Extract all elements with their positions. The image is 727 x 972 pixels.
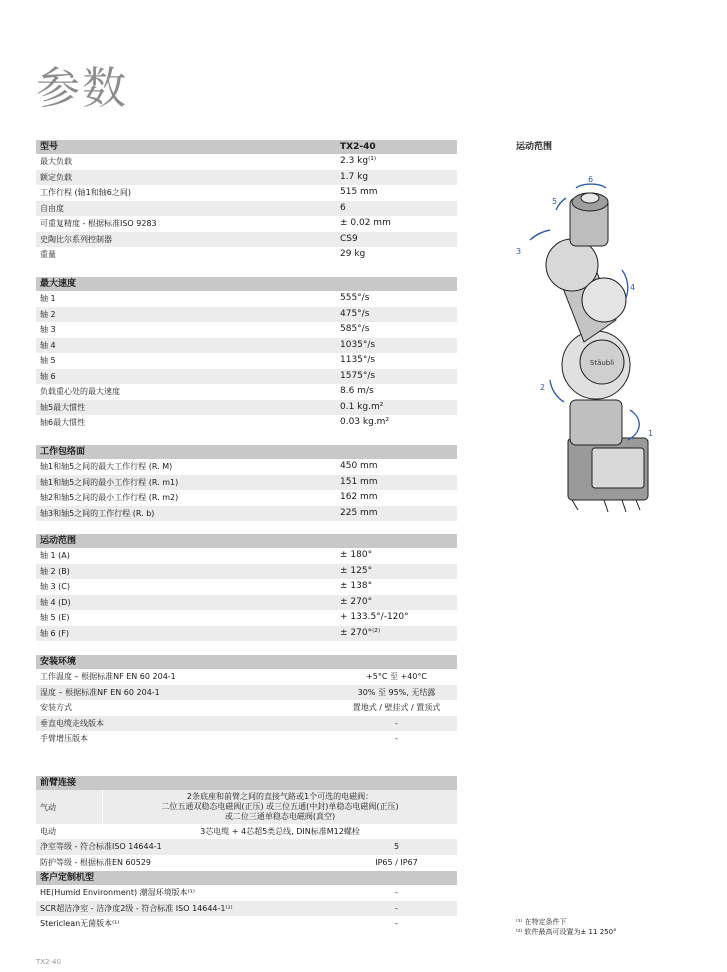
spec-label: 轴 5 bbox=[40, 356, 56, 365]
spec-row bbox=[36, 459, 457, 475]
spec-row bbox=[36, 595, 457, 611]
section-header bbox=[36, 140, 457, 154]
spec-row bbox=[36, 475, 457, 491]
pneumatic-line: 二位五通双稳态电磁阀(正压) 或三位五通(中封)单稳态电磁阀(正压) bbox=[161, 802, 399, 811]
spec-value: +5°C 至 +40°C bbox=[366, 672, 427, 681]
section-header bbox=[36, 445, 457, 459]
section-header-label: 安装环境 bbox=[40, 657, 77, 667]
spec-label: 轴 3 (C) bbox=[40, 582, 71, 591]
electric-row bbox=[36, 824, 457, 839]
spec-row bbox=[36, 548, 457, 564]
spec-label: 轴 2 bbox=[40, 309, 56, 319]
spec-row bbox=[36, 669, 457, 685]
spec-row bbox=[36, 901, 457, 917]
spec-row bbox=[36, 322, 457, 338]
section-header-value: TX2-40 bbox=[340, 142, 376, 152]
pneumatic-line: 2条底座和前臂之间的直接气路或1个可选的电磁阀： bbox=[186, 792, 374, 801]
spec-label: 负载重心处的最大速度 bbox=[40, 387, 120, 396]
spec-value: 6 bbox=[340, 202, 346, 213]
robot-base bbox=[568, 438, 648, 512]
pneumatic-row bbox=[36, 790, 457, 824]
motion-range-table bbox=[36, 534, 457, 641]
spec-value: ± 0.02 mm bbox=[340, 218, 391, 228]
electric-label: 电动 bbox=[40, 827, 56, 836]
spec-label: 轴 2 (B) bbox=[40, 566, 70, 576]
spec-row bbox=[36, 384, 457, 400]
spec-row bbox=[36, 610, 457, 626]
section-header bbox=[36, 655, 457, 669]
spec-label: 轴3和轴5之间的工作行程 (R. b) bbox=[40, 508, 155, 518]
section-header bbox=[36, 534, 457, 548]
spec-label: 安装方式 bbox=[40, 703, 72, 712]
spec-label: 轴5最大惯性 bbox=[40, 402, 86, 412]
spec-value: 1035°/s bbox=[340, 339, 376, 350]
spec-row bbox=[36, 839, 457, 855]
spec-value: 30% 至 95%, 无结露 bbox=[357, 687, 436, 697]
spec-label: 额定负载 bbox=[40, 172, 72, 182]
spec-row bbox=[36, 506, 457, 522]
section-header: 前臂连接 bbox=[40, 778, 77, 788]
spec-row bbox=[36, 885, 457, 901]
spec-value: + 133.5°/-120° bbox=[340, 612, 409, 622]
spec-row bbox=[36, 338, 457, 354]
spec-row bbox=[36, 247, 457, 263]
spec-value: - bbox=[395, 888, 398, 897]
spec-row bbox=[36, 916, 457, 932]
spec-value: 2.3 kg⁽¹⁾ bbox=[340, 156, 377, 166]
spec-value: 515 mm bbox=[340, 187, 378, 197]
footnotes bbox=[516, 917, 617, 937]
spec-label: 工作行程 (轴1和轴6之间) bbox=[40, 188, 131, 197]
spec-row bbox=[36, 626, 457, 642]
installation-table bbox=[36, 655, 457, 747]
custom-models-table bbox=[36, 871, 457, 932]
spec-label: 工作温度 – 根据标准NF EN 60 204-1 bbox=[40, 672, 176, 681]
spec-row bbox=[36, 731, 457, 747]
spec-row bbox=[36, 201, 457, 217]
spec-value: 475°/s bbox=[340, 308, 370, 319]
spec-label: 轴 4 bbox=[40, 340, 56, 350]
spec-row bbox=[36, 415, 457, 431]
section-header-value bbox=[336, 655, 457, 669]
axis-number-4: 4 bbox=[630, 283, 636, 292]
basic-spec-table bbox=[36, 140, 457, 263]
spec-value: ± 270° bbox=[340, 596, 373, 607]
section-header-value bbox=[336, 277, 457, 291]
robot-upper-arm bbox=[546, 239, 626, 342]
spec-label: 轴 6 (F) bbox=[40, 628, 70, 638]
spec-row bbox=[36, 291, 457, 307]
spec-row bbox=[36, 185, 457, 201]
spec-row bbox=[36, 579, 457, 595]
page-title: 参数 bbox=[36, 63, 128, 114]
spec-row bbox=[36, 369, 457, 385]
spec-label: 轴 5 (E) bbox=[40, 613, 70, 622]
spec-label: 最大负载 bbox=[40, 157, 72, 166]
spec-value: 置地式 / 壁挂式 / 置顶式 bbox=[352, 703, 441, 712]
footnote: ⁽¹⁾ 在特定条件下 bbox=[516, 918, 567, 926]
section-header bbox=[36, 871, 457, 885]
pneumatic-line: 或二位三通单稳态电磁阀(真空) bbox=[224, 812, 336, 821]
robot-arm-illustration bbox=[512, 170, 658, 520]
page-footer: TX2-40 bbox=[36, 958, 61, 966]
spec-value: 1.7 kg bbox=[340, 171, 369, 182]
spec-label: 轴1和轴5之间的最小工作行程 (R. m1) bbox=[40, 477, 179, 487]
spec-label: 防护等级 - 根据标准EN 60529 bbox=[40, 857, 152, 867]
axis-number-5: 5 bbox=[552, 197, 558, 206]
spec-label: 轴6最大惯性 bbox=[40, 418, 86, 427]
spec-label: 自由度 bbox=[40, 203, 64, 213]
section-header-label: 客户定制机型 bbox=[40, 873, 95, 883]
spec-label: 轴 6 bbox=[40, 371, 56, 381]
spec-value: 8.6 m/s bbox=[340, 386, 374, 396]
section-header-value bbox=[336, 534, 457, 548]
robot-shoulder bbox=[562, 331, 630, 445]
axis-number-1: 1 bbox=[648, 429, 654, 438]
axis-number-3: 3 bbox=[516, 247, 522, 256]
spec-value: 162 mm bbox=[340, 492, 378, 502]
spec-value: - bbox=[395, 919, 398, 928]
spec-value: 555°/s bbox=[340, 293, 370, 303]
robot-wrist bbox=[570, 193, 608, 246]
spec-row bbox=[36, 232, 457, 248]
spec-row bbox=[36, 216, 457, 232]
spec-value: - bbox=[395, 734, 398, 743]
robot-logo: Stäubli bbox=[589, 359, 615, 367]
spec-row bbox=[36, 490, 457, 506]
axis-number-6: 6 bbox=[588, 175, 594, 184]
spec-label: 手臂增压版本 bbox=[40, 734, 88, 743]
spec-label: SCR超洁净室 - 洁净度2级 - 符合标准 ISO 14644-1⁽¹⁾ bbox=[40, 903, 233, 913]
spec-label: 轴1和轴5之间的最大工作行程 (R. M) bbox=[40, 462, 173, 471]
spec-row bbox=[36, 716, 457, 732]
spec-row bbox=[36, 400, 457, 416]
section-header bbox=[36, 277, 457, 291]
section-header-label: 最大速度 bbox=[40, 279, 77, 289]
spec-value: 450 mm bbox=[340, 461, 378, 471]
spec-value: - bbox=[395, 903, 398, 913]
spec-label: 轴 1 (A) bbox=[40, 551, 70, 560]
spec-label: HE(Humid Environment) 潮湿环境版本⁽¹⁾ bbox=[40, 888, 195, 897]
spec-label: Stericlean无菌版本⁽¹⁾ bbox=[40, 919, 120, 928]
spec-label: 垂直电缆走线版本 bbox=[40, 718, 104, 728]
spec-label: 重量 bbox=[40, 250, 56, 259]
spec-value: ± 180° bbox=[340, 550, 373, 560]
spec-row bbox=[36, 564, 457, 580]
work-envelope-table bbox=[36, 445, 457, 521]
forearm-connection-table bbox=[36, 776, 457, 870]
spec-value: 225 mm bbox=[340, 507, 378, 518]
spec-row bbox=[36, 700, 457, 716]
spec-value: 0.03 kg.m² bbox=[340, 417, 390, 427]
spec-row bbox=[36, 154, 457, 170]
spec-value: 1575°/s bbox=[340, 370, 376, 381]
spec-value: 585°/s bbox=[340, 324, 370, 334]
spec-label: 轴 1 bbox=[40, 294, 56, 303]
pneumatic-label: 气动 bbox=[40, 802, 56, 812]
spec-row bbox=[36, 170, 457, 186]
section-header-value bbox=[336, 445, 457, 459]
spec-value: 1135°/s bbox=[340, 355, 376, 365]
spec-label: 轴 4 (D) bbox=[40, 597, 71, 607]
spec-value: 151 mm bbox=[340, 476, 378, 487]
footnote: ⁽²⁾ 软件最高可设置为± 11 250° bbox=[516, 928, 617, 936]
axis-number-2: 2 bbox=[540, 383, 546, 392]
spec-value: IP65 / IP67 bbox=[375, 857, 418, 867]
spec-value: 0.1 kg.m² bbox=[340, 401, 384, 412]
spec-row bbox=[36, 685, 457, 701]
spec-value: ± 270°⁽²⁾ bbox=[340, 627, 381, 638]
spec-label: 净室等级 - 符合标准ISO 14644-1 bbox=[40, 842, 162, 851]
spec-value: - bbox=[395, 718, 398, 728]
spec-value: ± 138° bbox=[340, 581, 373, 591]
section-header-value bbox=[336, 871, 457, 885]
spec-label: 湿度 – 根据标准NF EN 60 204-1 bbox=[40, 687, 160, 697]
electric-value: 3芯电缆 + 4芯超5类总线, DIN标准M12螺栓 bbox=[102, 824, 457, 839]
spec-value: 5 bbox=[393, 842, 400, 851]
spec-label: 轴2和轴5之间的最小工作行程 (R. m2) bbox=[40, 493, 179, 502]
spec-label: 可重复精度 - 根据标准ISO 9283 bbox=[40, 219, 157, 228]
spec-value: CS9 bbox=[340, 233, 358, 244]
spec-row bbox=[36, 307, 457, 323]
section-header-label: 型号 bbox=[40, 142, 59, 152]
spec-row bbox=[36, 855, 457, 871]
section-header-label: 工作包络面 bbox=[40, 447, 86, 457]
spec-value: ± 125° bbox=[340, 565, 373, 576]
spec-label: 史陶比尔系列控制器 bbox=[40, 234, 112, 244]
section-header-label: 运动范围 bbox=[40, 536, 77, 546]
spec-row bbox=[36, 353, 457, 369]
spec-label: 轴 3 bbox=[40, 325, 56, 334]
max-speed-table bbox=[36, 277, 457, 431]
spec-value: 29 kg bbox=[340, 249, 366, 259]
motion-range-label: 运动范围 bbox=[516, 142, 553, 152]
